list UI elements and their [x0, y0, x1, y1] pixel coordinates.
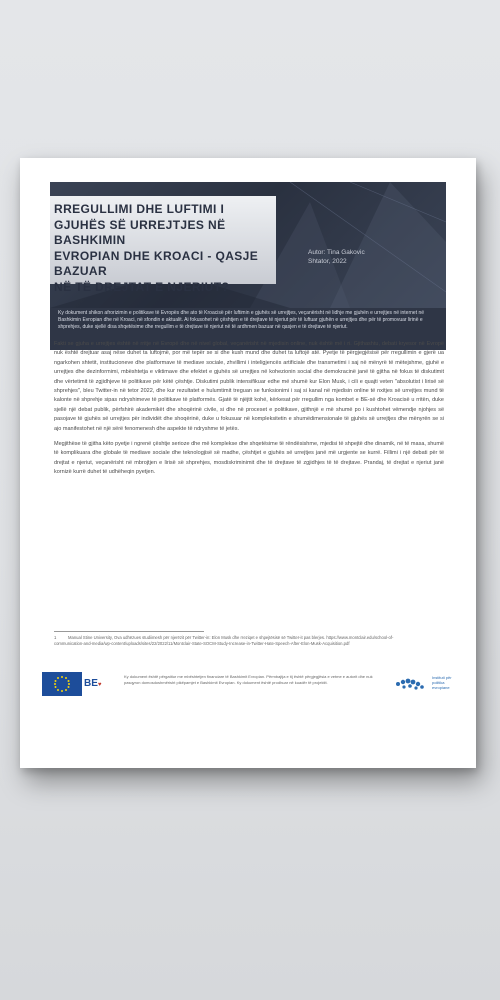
footer-logos — [42, 672, 462, 712]
title-line-1: RREGULLIMI DHE LUFTIMI I — [54, 202, 225, 216]
paragraph-2: Megjithëse të gjitha këto pyetje i ngrenë çështje serioze dhe më komplekse dhe shqetësime të rëndësishme, mjedisi të shpejtë dhe dinamik, në të masa, shumë të komplikuara dhe globale të mediave sociale dhe teknologjisë së madhe, çështjet e gjuhës së urrejtjes janë më urgjente se kurrë. Fillimi i një debati për të drejtat e njeriut, veçanërisht në mbrojtjen e lirisë së shprehjes, mosdiskriminimit dhe të drejtave të zgjidhjes të të drejtave. Prandaj, të drejtat e njeriut janë kornizë kurrë duhet të udhëheqin pyetjen. — [54, 441, 444, 476]
body-text — [54, 340, 444, 484]
author-name: Autor: Tina Gakovic — [308, 249, 365, 256]
title-box — [50, 196, 276, 294]
document-page — [20, 158, 476, 768]
hero-banner — [50, 182, 446, 308]
partner-logo — [392, 672, 462, 696]
footnote-number: 1 — [54, 635, 57, 640]
author-block — [308, 248, 365, 266]
footnote-divider — [54, 631, 204, 632]
paragraph-1: Fakti se gjuha e urrejtjes është në rritje në Evropë dhe në nivel global, veçanërisht në mjedisin online, nuk është më i ri. Gjithashtu, debati kryesor në Evropë nuk është drejtuar asaj nëse duhet ta luftojmë, por më tepër se si dhe kush mund dhe duhet ta luftojë atë. Pyetje të përgjegjësisë për rregullimin e gjerë ua ngarkohen shtetit, institucioneve dhe platformave të mediave sociale, zhvillimi i inteligjencës artificiale dhe transmetimi i saj në mënyrë të mëtejshme, gjuhë e urrejtjes dhe dezinformimi, mbështetja e viktimave dhe efektet e gjuhës së urrejtjes në kohezionin social dhe demokracinë janë të gjitha në fokus të diskutimit dhe vërtetimit të zgjidhjeve të politikave për këtë çështje. Diskutimi publik intensifikuar edhe më shumë kur Elon Musk, i cili e quajti veten "absolutist i lirisë së shprehjes", bleu Twitter-in në tetor 2022, dhe kur rezultatet e hulumtimit treguan se funksionimi i saj si kanal në mjedisin online të nxitjes së urrejtjes mund të kalonte në shprehje sipas ndryshimeve të politikave të platformës. Gjatë të njëjtit kohë, kërkesat për rregullim nga kombet e BE-së dhe Kroacisë u rritën, duke sjellë një debat publik, përfshirë akademikët dhe shoqërinë civile, si dhe në proceset e politikave, gjithnjë e më shumë po i kushtohet vëmendje njohjes së pasojave të gjuhës së urrejtjes për individët dhe shoqërinë, duke u fokusuar në kompleksitetin e shumëdimensionale të gjuhës së urrejtjes dhe mënyrën se si ajo manifestohet në një sërë fenomenesh dhe aspekte të ndryshme të jetës. — [54, 341, 444, 432]
partner-dots-icon — [392, 672, 430, 696]
title-line-2: GJUHËS SË URREJTJES NË BASHKIMIN — [54, 217, 226, 247]
footnote — [54, 635, 414, 647]
be-logo-heart-icon: ♥ — [97, 682, 102, 688]
funding-disclaimer: Ky dokument është përgatitur me mbështetjen financiare të Bashkimit Evropian. Përmbajtja e tij është përgjegjësia e vetme e autorit dhe nuk pasqyron domosdoshmërisht pikëpamjet e Bashkimit Evropian. Ky dokument është prodhuar në kuadër të projektit. — [124, 674, 373, 685]
publication-date: Shtator, 2022 — [308, 258, 347, 265]
title-line-4: NË TË DREJTAT E NJERIUT? — [54, 279, 230, 294]
partner-name: Instituti për politika evropiane — [432, 675, 452, 690]
title-line-3: EVROPIAN DHE KROACI - QASJE BAZUAR — [54, 248, 259, 278]
abstract-text: Ky dokument shikon afrorizimin e politikave të Evropës dhe ato të Kroacisë për luftimin e gjuhës së urrejtjes, veçanërisht në lidhje me gjuhën e urrejtjes në internet në Bashkimin Evropian dhe në Kroaci, në sfondin e aktualit. Ai fokusohet në çështjen e të drejtave të njeriut për të luftuar gjuhën e urrejtjes dhe për të promovuar lirinë e shprehjes, duke sjellë disa shqetësime dhe rregullim e të drejtave të njeriut në të ardhmen bazuar në qasjen e të drejtave të njeriut. — [58, 310, 425, 330]
eu-flag-logo — [42, 672, 82, 696]
be-project-logo — [84, 672, 118, 696]
be-logo-text: BE — [84, 678, 98, 689]
footnote-text: Manual Stine University, Ova udhëzues studiimesh për njerëzit për Twitter-in: Elon Musk dhe rreziqet e shpejtësisë së Twitter-it pas blerjes. https://www.montclair.edu/school-of-communication-and-media/wp-content/uploads/sites/22/2022/11/Montclair-State-SOCM-Study-Increase-in-Twitter-Hate-Speech-After-Elon-Musk-Acquisition.pdf — [54, 635, 394, 646]
